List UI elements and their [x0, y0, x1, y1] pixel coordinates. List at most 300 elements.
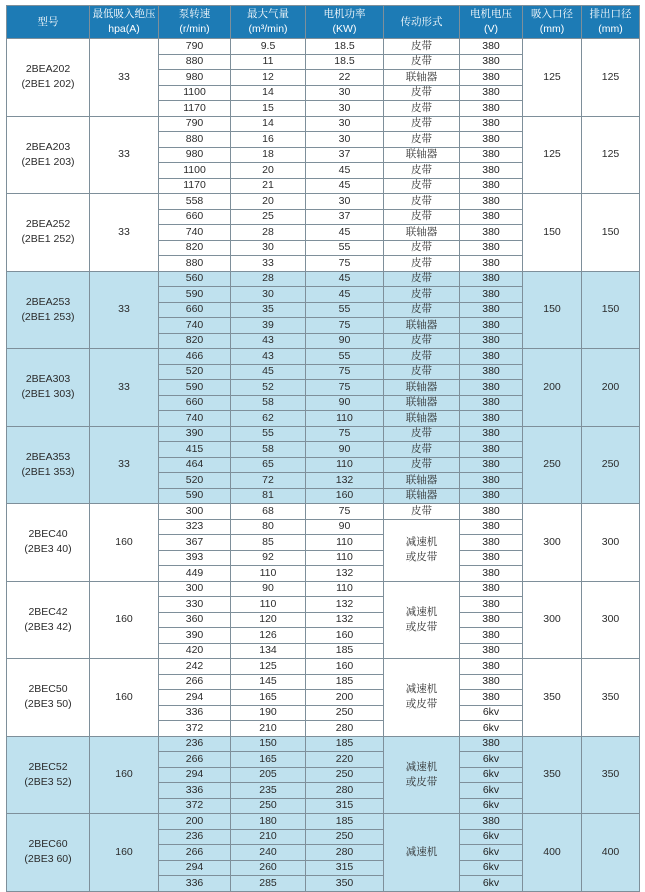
airflow-cell: 210: [231, 721, 306, 737]
power-cell: 45: [306, 163, 384, 179]
airflow-cell: 35: [231, 302, 306, 318]
speed-cell: 464: [159, 457, 231, 473]
airflow-cell: 134: [231, 643, 306, 659]
airflow-cell: 125: [231, 659, 306, 675]
table-row: [7, 349, 640, 365]
model-cell: 2BEA353 (2BE1 353): [7, 426, 90, 504]
inlet-diameter-cell: 250: [523, 426, 582, 504]
power-cell: 90: [306, 333, 384, 349]
speed-cell: 323: [159, 519, 231, 535]
min-pressure-cell: 33: [90, 194, 159, 272]
voltage-cell: 380: [460, 85, 523, 101]
speed-cell: 294: [159, 690, 231, 706]
voltage-cell: 380: [460, 442, 523, 458]
speed-cell: 415: [159, 442, 231, 458]
min-pressure-cell: 160: [90, 581, 159, 659]
speed-cell: 420: [159, 643, 231, 659]
table-row: [7, 659, 640, 675]
power-cell: 185: [306, 674, 384, 690]
power-cell: 90: [306, 395, 384, 411]
power-cell: 90: [306, 519, 384, 535]
inlet-diameter-cell: 200: [523, 349, 582, 427]
model-cell: 2BEA252 (2BE1 252): [7, 194, 90, 272]
voltage-cell: 380: [460, 54, 523, 70]
airflow-cell: 21: [231, 178, 306, 194]
outlet-diameter-cell: 200: [582, 349, 640, 427]
drive-type-cell: 皮带: [384, 287, 460, 303]
header-drive-type: 传动形式: [384, 6, 460, 39]
voltage-cell: 380: [460, 736, 523, 752]
voltage-cell: 380: [460, 674, 523, 690]
header-inlet-diameter: 吸入口径 (mm): [523, 6, 582, 39]
airflow-cell: 58: [231, 442, 306, 458]
voltage-cell: 380: [460, 209, 523, 225]
inlet-diameter-cell: 350: [523, 736, 582, 814]
airflow-cell: 14: [231, 116, 306, 132]
min-pressure-cell: 33: [90, 349, 159, 427]
drive-type-cell: 皮带: [384, 442, 460, 458]
speed-cell: 1100: [159, 85, 231, 101]
power-cell: 45: [306, 271, 384, 287]
airflow-cell: 240: [231, 845, 306, 861]
airflow-cell: 33: [231, 256, 306, 272]
drive-type-cell: 联轴器: [384, 380, 460, 396]
airflow-cell: 235: [231, 783, 306, 799]
airflow-cell: 30: [231, 240, 306, 256]
airflow-cell: 190: [231, 705, 306, 721]
power-cell: 37: [306, 147, 384, 163]
speed-cell: 590: [159, 488, 231, 504]
power-cell: 160: [306, 628, 384, 644]
speed-cell: 360: [159, 612, 231, 628]
model-cell: 2BEA203 (2BE1 203): [7, 116, 90, 194]
drive-type-cell: 联轴器: [384, 225, 460, 241]
table-row: [7, 116, 640, 132]
speed-cell: 740: [159, 411, 231, 427]
header-outlet-diameter: 排出口径 (mm): [582, 6, 640, 39]
power-cell: 132: [306, 473, 384, 489]
airflow-cell: 65: [231, 457, 306, 473]
speed-cell: 520: [159, 473, 231, 489]
drive-type-cell: 皮带: [384, 333, 460, 349]
voltage-cell: 380: [460, 302, 523, 318]
inlet-diameter-cell: 400: [523, 814, 582, 892]
outlet-diameter-cell: 350: [582, 736, 640, 814]
power-cell: 250: [306, 829, 384, 845]
drive-type-cell: 皮带: [384, 240, 460, 256]
power-cell: 132: [306, 597, 384, 613]
voltage-cell: 380: [460, 504, 523, 520]
airflow-cell: 55: [231, 426, 306, 442]
voltage-cell: 380: [460, 612, 523, 628]
power-cell: 55: [306, 349, 384, 365]
airflow-cell: 180: [231, 814, 306, 830]
airflow-cell: 205: [231, 767, 306, 783]
outlet-diameter-cell: 350: [582, 659, 640, 737]
drive-type-cell: 皮带: [384, 101, 460, 117]
voltage-cell: 380: [460, 101, 523, 117]
table-row: [7, 504, 640, 520]
header-model: 型号: [7, 6, 90, 39]
voltage-cell: 6kv: [460, 829, 523, 845]
speed-cell: 200: [159, 814, 231, 830]
power-cell: 55: [306, 240, 384, 256]
speed-cell: 236: [159, 736, 231, 752]
airflow-cell: 25: [231, 209, 306, 225]
header-max-airflow: 最大气量 (m³/min): [231, 6, 306, 39]
speed-cell: 660: [159, 302, 231, 318]
power-cell: 110: [306, 535, 384, 551]
min-pressure-cell: 160: [90, 814, 159, 892]
power-cell: 75: [306, 504, 384, 520]
voltage-cell: 380: [460, 628, 523, 644]
model-cell: 2BEC50 (2BE3 50): [7, 659, 90, 737]
airflow-cell: 85: [231, 535, 306, 551]
power-cell: 45: [306, 287, 384, 303]
airflow-cell: 68: [231, 504, 306, 520]
speed-cell: 336: [159, 705, 231, 721]
power-cell: 30: [306, 101, 384, 117]
speed-cell: 294: [159, 860, 231, 876]
drive-type-cell: 联轴器: [384, 411, 460, 427]
voltage-cell: 380: [460, 70, 523, 86]
power-cell: 30: [306, 116, 384, 132]
pump-spec-table: [6, 5, 640, 892]
speed-cell: 1170: [159, 178, 231, 194]
min-pressure-cell: 33: [90, 426, 159, 504]
airflow-cell: 28: [231, 225, 306, 241]
airflow-cell: 9.5: [231, 39, 306, 55]
table-row: [7, 426, 640, 442]
voltage-cell: 380: [460, 690, 523, 706]
speed-cell: 449: [159, 566, 231, 582]
power-cell: 110: [306, 457, 384, 473]
header-motor-voltage: 电机电压 (V): [460, 6, 523, 39]
power-cell: 185: [306, 643, 384, 659]
voltage-cell: 380: [460, 395, 523, 411]
voltage-cell: 6kv: [460, 860, 523, 876]
airflow-cell: 260: [231, 860, 306, 876]
voltage-cell: 380: [460, 163, 523, 179]
drive-type-merged-cell: 减速机 或皮带: [384, 736, 460, 814]
voltage-cell: 380: [460, 426, 523, 442]
airflow-cell: 58: [231, 395, 306, 411]
drive-type-cell: 皮带: [384, 194, 460, 210]
voltage-cell: 380: [460, 519, 523, 535]
speed-cell: 1100: [159, 163, 231, 179]
outlet-diameter-cell: 150: [582, 194, 640, 272]
airflow-cell: 250: [231, 798, 306, 814]
speed-cell: 300: [159, 581, 231, 597]
airflow-cell: 90: [231, 581, 306, 597]
table-row: [7, 271, 640, 287]
voltage-cell: 380: [460, 380, 523, 396]
drive-type-cell: 皮带: [384, 54, 460, 70]
voltage-cell: 380: [460, 132, 523, 148]
table-row: [7, 814, 640, 830]
power-cell: 75: [306, 364, 384, 380]
voltage-cell: 380: [460, 147, 523, 163]
power-cell: 160: [306, 659, 384, 675]
drive-type-cell: 联轴器: [384, 395, 460, 411]
airflow-cell: 210: [231, 829, 306, 845]
voltage-cell: 380: [460, 349, 523, 365]
voltage-cell: 6kv: [460, 752, 523, 768]
drive-type-cell: 皮带: [384, 116, 460, 132]
voltage-cell: 380: [460, 178, 523, 194]
airflow-cell: 72: [231, 473, 306, 489]
power-cell: 315: [306, 798, 384, 814]
drive-type-merged-cell: 减速机 或皮带: [384, 581, 460, 659]
inlet-diameter-cell: 350: [523, 659, 582, 737]
airflow-cell: 12: [231, 70, 306, 86]
inlet-diameter-cell: 150: [523, 194, 582, 272]
airflow-cell: 145: [231, 674, 306, 690]
table-body: [7, 39, 640, 892]
power-cell: 30: [306, 132, 384, 148]
power-cell: 18.5: [306, 54, 384, 70]
voltage-cell: 6kv: [460, 767, 523, 783]
airflow-cell: 15: [231, 101, 306, 117]
power-cell: 30: [306, 85, 384, 101]
speed-cell: 294: [159, 767, 231, 783]
drive-type-cell: 皮带: [384, 504, 460, 520]
outlet-diameter-cell: 300: [582, 504, 640, 582]
drive-type-cell: 皮带: [384, 39, 460, 55]
power-cell: 132: [306, 566, 384, 582]
table-row: [7, 736, 640, 752]
power-cell: 75: [306, 380, 384, 396]
table-row: [7, 39, 640, 55]
inlet-diameter-cell: 300: [523, 581, 582, 659]
airflow-cell: 80: [231, 519, 306, 535]
speed-cell: 367: [159, 535, 231, 551]
power-cell: 280: [306, 845, 384, 861]
drive-type-cell: 皮带: [384, 271, 460, 287]
airflow-cell: 30: [231, 287, 306, 303]
airflow-cell: 165: [231, 752, 306, 768]
power-cell: 250: [306, 705, 384, 721]
voltage-cell: 380: [460, 287, 523, 303]
drive-type-cell: 皮带: [384, 178, 460, 194]
drive-type-cell: 皮带: [384, 426, 460, 442]
inlet-diameter-cell: 125: [523, 39, 582, 117]
airflow-cell: 52: [231, 380, 306, 396]
voltage-cell: 6kv: [460, 845, 523, 861]
speed-cell: 372: [159, 798, 231, 814]
voltage-cell: 380: [460, 318, 523, 334]
voltage-cell: 380: [460, 256, 523, 272]
speed-cell: 1170: [159, 101, 231, 117]
power-cell: 45: [306, 225, 384, 241]
speed-cell: 236: [159, 829, 231, 845]
inlet-diameter-cell: 300: [523, 504, 582, 582]
voltage-cell: 6kv: [460, 783, 523, 799]
voltage-cell: 380: [460, 581, 523, 597]
voltage-cell: 6kv: [460, 705, 523, 721]
speed-cell: 560: [159, 271, 231, 287]
drive-type-cell: 联轴器: [384, 473, 460, 489]
power-cell: 30: [306, 194, 384, 210]
airflow-cell: 110: [231, 566, 306, 582]
table-row: [7, 581, 640, 597]
header-min-pressure: 最低吸入绝压 hpa(A): [90, 6, 159, 39]
speed-cell: 590: [159, 380, 231, 396]
outlet-diameter-cell: 125: [582, 39, 640, 117]
airflow-cell: 165: [231, 690, 306, 706]
min-pressure-cell: 160: [90, 659, 159, 737]
voltage-cell: 380: [460, 643, 523, 659]
model-cell: 2BEC60 (2BE3 60): [7, 814, 90, 892]
airflow-cell: 39: [231, 318, 306, 334]
airflow-cell: 81: [231, 488, 306, 504]
speed-cell: 390: [159, 426, 231, 442]
power-cell: 75: [306, 426, 384, 442]
power-cell: 315: [306, 860, 384, 876]
speed-cell: 790: [159, 39, 231, 55]
speed-cell: 336: [159, 783, 231, 799]
inlet-diameter-cell: 150: [523, 271, 582, 349]
model-cell: 2BEC52 (2BE3 52): [7, 736, 90, 814]
min-pressure-cell: 33: [90, 39, 159, 117]
speed-cell: 266: [159, 752, 231, 768]
drive-type-cell: 皮带: [384, 85, 460, 101]
airflow-cell: 45: [231, 364, 306, 380]
speed-cell: 336: [159, 876, 231, 892]
speed-cell: 660: [159, 395, 231, 411]
drive-type-merged-cell: 减速机 或皮带: [384, 659, 460, 737]
power-cell: 250: [306, 767, 384, 783]
airflow-cell: 14: [231, 85, 306, 101]
airflow-cell: 120: [231, 612, 306, 628]
speed-cell: 372: [159, 721, 231, 737]
speed-cell: 660: [159, 209, 231, 225]
power-cell: 110: [306, 411, 384, 427]
min-pressure-cell: 33: [90, 116, 159, 194]
header-pump-speed: 泵转速 (r/min): [159, 6, 231, 39]
voltage-cell: 380: [460, 814, 523, 830]
power-cell: 280: [306, 721, 384, 737]
min-pressure-cell: 160: [90, 504, 159, 582]
model-cell: 2BEA253 (2BE1 253): [7, 271, 90, 349]
speed-cell: 242: [159, 659, 231, 675]
outlet-diameter-cell: 150: [582, 271, 640, 349]
airflow-cell: 16: [231, 132, 306, 148]
power-cell: 185: [306, 736, 384, 752]
voltage-cell: 380: [460, 194, 523, 210]
voltage-cell: 380: [460, 240, 523, 256]
voltage-cell: 380: [460, 411, 523, 427]
voltage-cell: 380: [460, 597, 523, 613]
min-pressure-cell: 160: [90, 736, 159, 814]
drive-type-cell: 皮带: [384, 364, 460, 380]
power-cell: 45: [306, 178, 384, 194]
outlet-diameter-cell: 250: [582, 426, 640, 504]
airflow-cell: 150: [231, 736, 306, 752]
airflow-cell: 285: [231, 876, 306, 892]
drive-type-merged-cell: 减速机: [384, 814, 460, 892]
power-cell: 220: [306, 752, 384, 768]
voltage-cell: 380: [460, 550, 523, 566]
header-motor-power: 电机功率 (KW): [306, 6, 384, 39]
power-cell: 37: [306, 209, 384, 225]
drive-type-cell: 联轴器: [384, 147, 460, 163]
airflow-cell: 43: [231, 333, 306, 349]
power-cell: 110: [306, 550, 384, 566]
speed-cell: 266: [159, 674, 231, 690]
speed-cell: 980: [159, 147, 231, 163]
outlet-diameter-cell: 125: [582, 116, 640, 194]
power-cell: 75: [306, 256, 384, 272]
inlet-diameter-cell: 125: [523, 116, 582, 194]
speed-cell: 466: [159, 349, 231, 365]
speed-cell: 393: [159, 550, 231, 566]
power-cell: 75: [306, 318, 384, 334]
voltage-cell: 380: [460, 225, 523, 241]
outlet-diameter-cell: 300: [582, 581, 640, 659]
voltage-cell: 6kv: [460, 876, 523, 892]
speed-cell: 880: [159, 256, 231, 272]
voltage-cell: 6kv: [460, 798, 523, 814]
speed-cell: 590: [159, 287, 231, 303]
voltage-cell: 380: [460, 271, 523, 287]
power-cell: 350: [306, 876, 384, 892]
power-cell: 160: [306, 488, 384, 504]
voltage-cell: 380: [460, 364, 523, 380]
power-cell: 22: [306, 70, 384, 86]
airflow-cell: 126: [231, 628, 306, 644]
airflow-cell: 20: [231, 194, 306, 210]
speed-cell: 558: [159, 194, 231, 210]
airflow-cell: 110: [231, 597, 306, 613]
drive-type-merged-cell: 减速机 或皮带: [384, 519, 460, 581]
voltage-cell: 380: [460, 333, 523, 349]
table-header-row: [7, 6, 640, 39]
drive-type-cell: 联轴器: [384, 488, 460, 504]
airflow-cell: 28: [231, 271, 306, 287]
voltage-cell: 380: [460, 116, 523, 132]
drive-type-cell: 皮带: [384, 209, 460, 225]
drive-type-cell: 皮带: [384, 256, 460, 272]
speed-cell: 880: [159, 54, 231, 70]
voltage-cell: 380: [460, 39, 523, 55]
speed-cell: 300: [159, 504, 231, 520]
speed-cell: 820: [159, 240, 231, 256]
drive-type-cell: 皮带: [384, 457, 460, 473]
speed-cell: 266: [159, 845, 231, 861]
model-cell: 2BEA202 (2BE1 202): [7, 39, 90, 117]
model-cell: 2BEC40 (2BE3 40): [7, 504, 90, 582]
voltage-cell: 380: [460, 488, 523, 504]
airflow-cell: 62: [231, 411, 306, 427]
drive-type-cell: 皮带: [384, 132, 460, 148]
drive-type-cell: 皮带: [384, 302, 460, 318]
drive-type-cell: 皮带: [384, 163, 460, 179]
drive-type-cell: 联轴器: [384, 70, 460, 86]
voltage-cell: 380: [460, 473, 523, 489]
power-cell: 18.5: [306, 39, 384, 55]
voltage-cell: 380: [460, 566, 523, 582]
airflow-cell: 43: [231, 349, 306, 365]
speed-cell: 880: [159, 132, 231, 148]
min-pressure-cell: 33: [90, 271, 159, 349]
speed-cell: 520: [159, 364, 231, 380]
speed-cell: 820: [159, 333, 231, 349]
airflow-cell: 92: [231, 550, 306, 566]
speed-cell: 390: [159, 628, 231, 644]
power-cell: 90: [306, 442, 384, 458]
airflow-cell: 20: [231, 163, 306, 179]
